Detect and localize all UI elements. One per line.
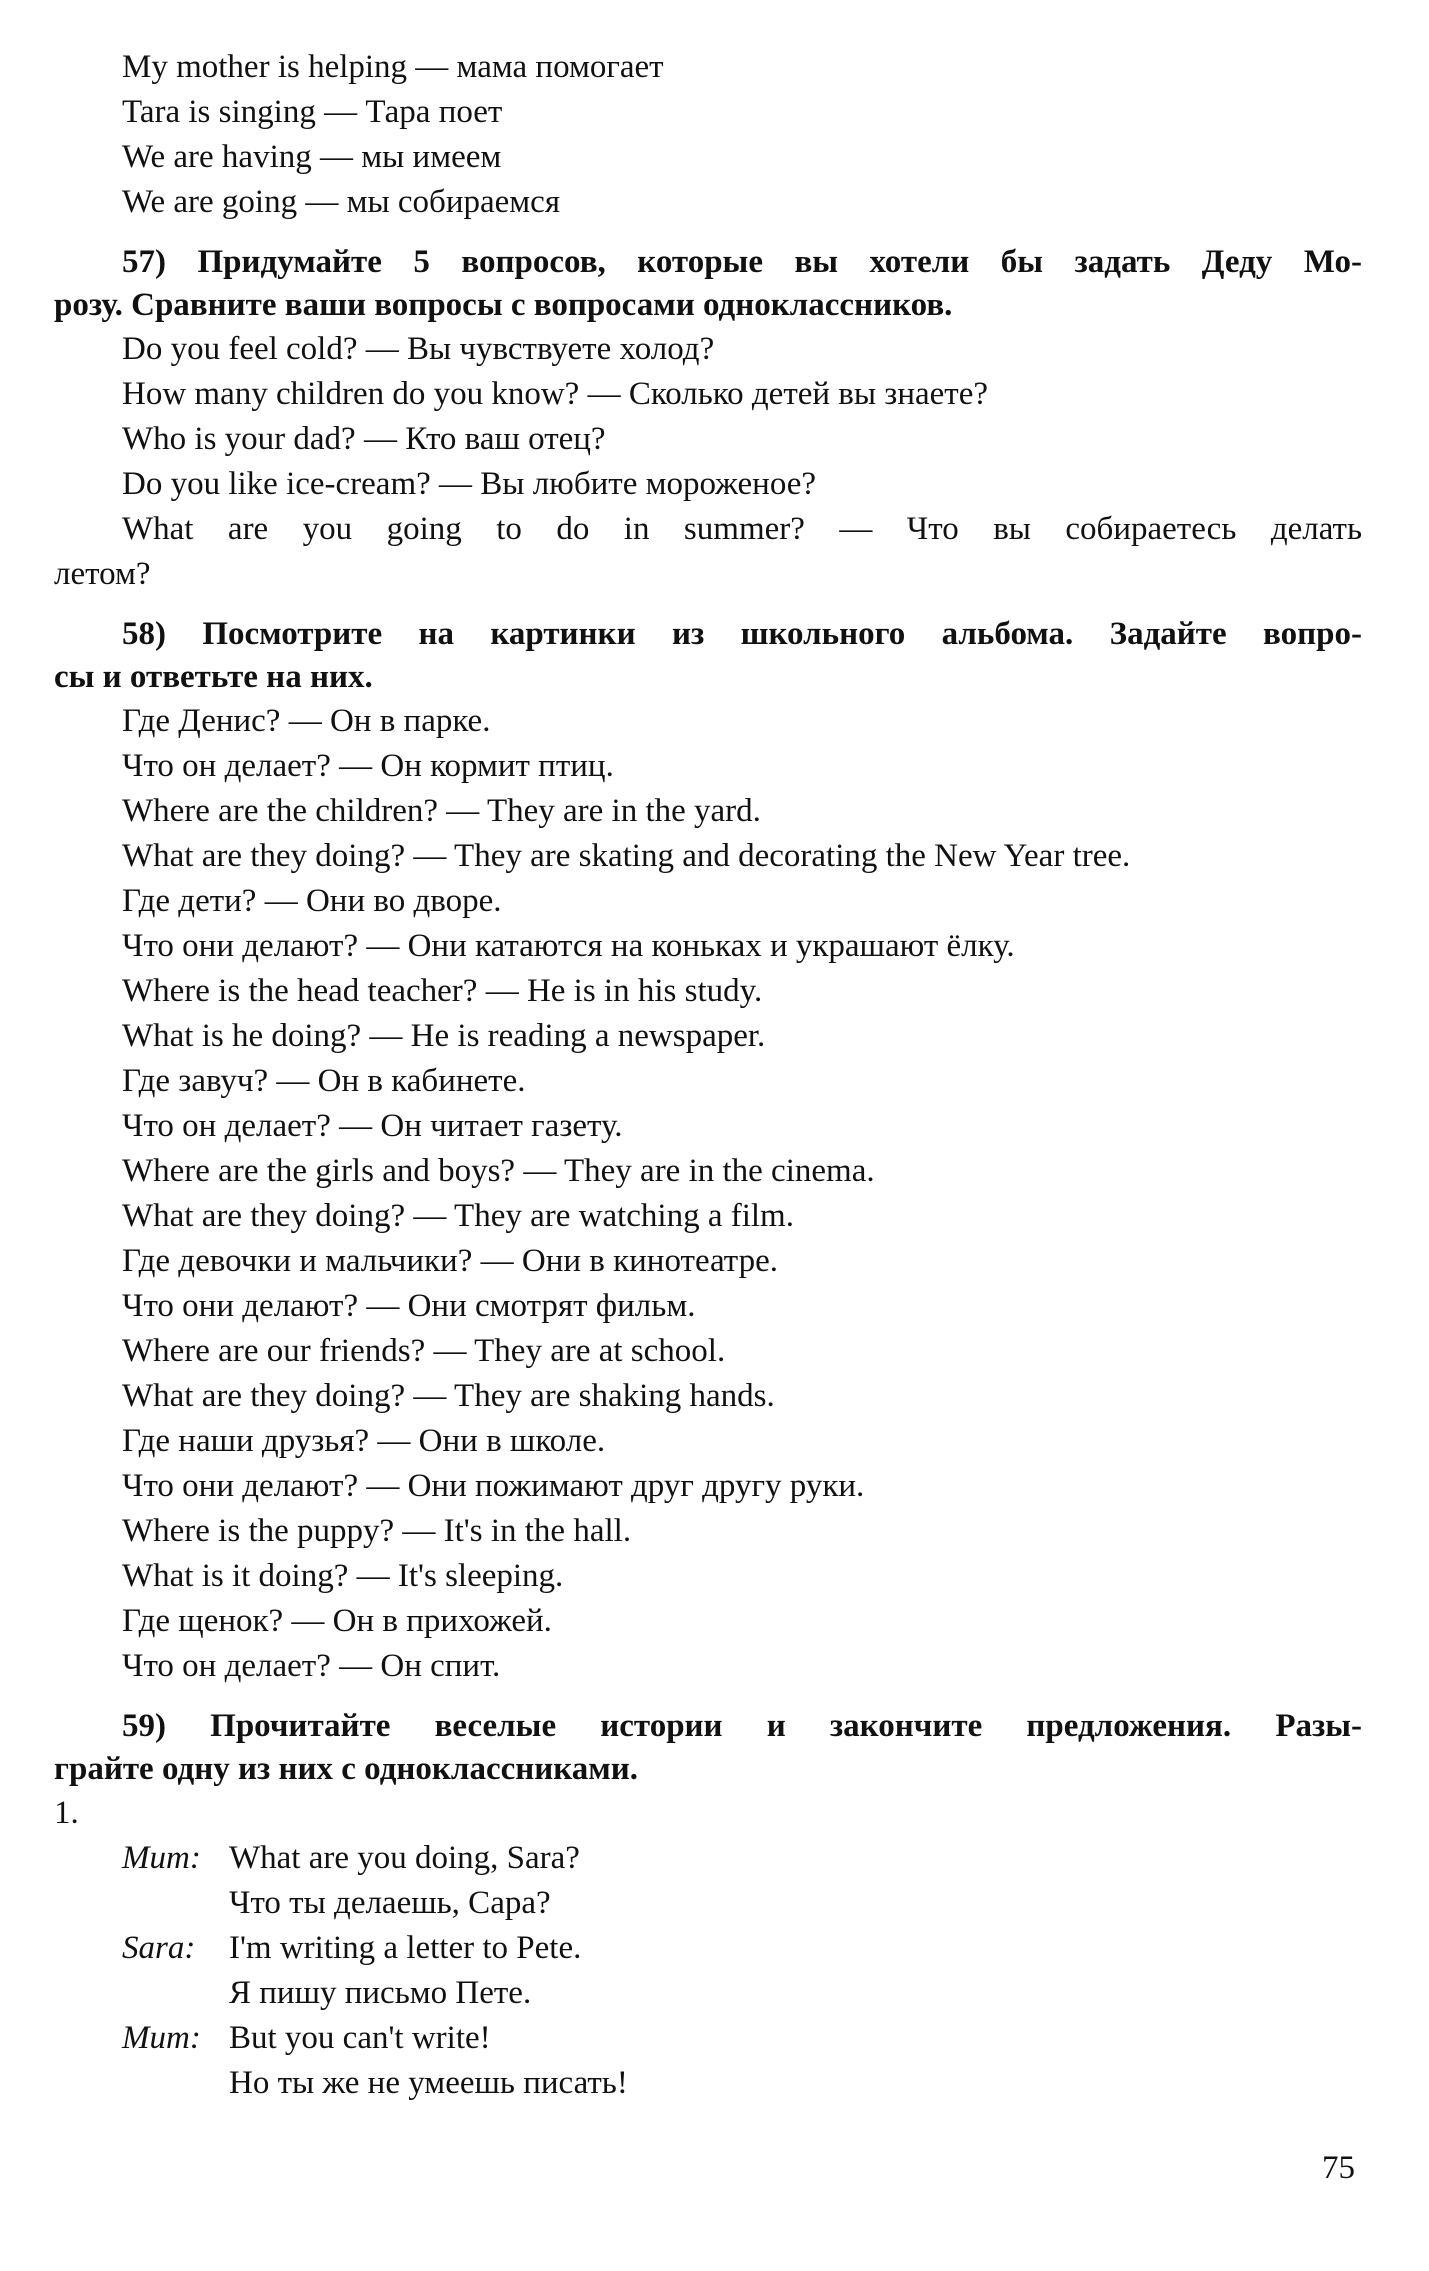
dialogue-russian: Но ты же не умеешь писать! — [229, 2065, 628, 2101]
speaker-name: Mum: — [122, 1840, 201, 1876]
text-line: What is he doing? — He is reading a newspaper. — [122, 1018, 766, 1054]
text-line: My mother is helping — мама помогает — [122, 49, 664, 85]
text-line: Где девочки и мальчики? — Они в кинотеатре. — [122, 1243, 779, 1279]
exercise-heading: 58) Посмотрите на картинки из школьного альбома. Задайте вопро- — [122, 616, 1362, 652]
dialogue-russian: Я пишу письмо Пете. — [229, 1975, 532, 2011]
text-line: What are they doing? — They are watching a film. — [122, 1198, 794, 1234]
exercise-57 — [54, 241, 1362, 597]
text-line: How many children do you know? — Сколько детей вы знаете? — [122, 376, 989, 412]
text-line: Что он делает? — Он спит. — [122, 1648, 501, 1684]
text-line: Что он делает? — Он кормит птиц. — [122, 748, 614, 784]
text-line: Где Денис? — Он в парке. — [122, 703, 491, 739]
text-line: Do you like ice-cream? — Вы любите мороженое? — [122, 466, 817, 502]
exercise-heading: сы и ответьте на них. — [54, 659, 373, 695]
speaker-name: Mum: — [122, 2020, 201, 2056]
text-line: Where is the puppy? — It's in the hall. — [122, 1513, 632, 1549]
dialogue-line — [54, 2016, 1362, 2061]
dialogue-english: But you can't write! — [229, 2020, 491, 2056]
dialogue-translation-line — [54, 1881, 1362, 1926]
text-line: Who is your dad? — Кто ваш отец? — [122, 421, 606, 457]
page-number: 75 — [1322, 2150, 1355, 2186]
text-line: Где наши друзья? — Они в школе. — [122, 1423, 606, 1459]
exercise-heading: 59) Прочитайте веселые истории и закончите предложения. Разы- — [122, 1708, 1362, 1744]
text-line: We are having — мы имеем — [122, 139, 502, 175]
text-line: Где щенок? — Он в прихожей. — [122, 1603, 552, 1639]
text-line: What are they doing? — They are shaking hands. — [122, 1378, 775, 1414]
text-line: летом? — [54, 556, 151, 592]
exercise-59 — [54, 1705, 1362, 2106]
document-page — [54, 45, 1362, 2106]
exercise-heading: розу. Сравните ваши вопросы с вопросами одноклассников. — [54, 287, 953, 323]
text-line: Tara is singing — Тара поет — [122, 94, 503, 130]
dialogue — [54, 1836, 1362, 2106]
text-line: Что они делают? — Они катаются на коньках и украшают ёлку. — [122, 928, 1015, 964]
text-line: Что они делают? — Они смотрят фильм. — [122, 1288, 696, 1324]
text-line: Где завуч? — Он в кабинете. — [122, 1063, 526, 1099]
dialogue-english: I'm writing a letter to Pete. — [229, 1930, 582, 1966]
text-line: Where are our friends? — They are at school. — [122, 1333, 726, 1369]
dialogue-english: What are you doing, Sara? — [229, 1840, 580, 1876]
text-line: Where is the head teacher? — He is in his study. — [122, 973, 763, 1009]
exercise-heading: грайте одну из них с одноклассниками. — [54, 1751, 639, 1787]
qa-lines — [54, 699, 1362, 1689]
dialogue-line — [54, 1926, 1362, 1971]
exercise-58 — [54, 613, 1362, 1689]
text-line: Do you feel cold? — Вы чувствуете холод? — [122, 331, 715, 367]
text-line: We are going — мы собираемся — [122, 184, 561, 220]
dialogue-translation-line — [54, 1971, 1362, 2016]
story-number: 1. — [54, 1795, 79, 1831]
text-line: Where are the girls and boys? — They are in the cinema. — [122, 1153, 875, 1189]
dialogue-line — [54, 1836, 1362, 1881]
text-line: What is it doing? — It's sleeping. — [122, 1558, 564, 1594]
intro-lines — [54, 45, 1362, 225]
text-line: Что они делают? — Они пожимают друг другу руки. — [122, 1468, 865, 1504]
text-line: Where are the children? — They are in the yard. — [122, 793, 761, 829]
text-line: What are they doing? — They are skating and decorating the New Year tree. — [122, 838, 1131, 874]
text-line: What are you going to do in summer? — Что вы собираетесь делать — [122, 511, 1362, 547]
dialogue-russian: Что ты делаешь, Сара? — [229, 1885, 551, 1921]
dialogue-translation-line — [54, 2061, 1362, 2106]
exercise-heading: 57) Придумайте 5 вопросов, которые вы хотели бы задать Деду Мо- — [122, 244, 1362, 280]
text-line: Где дети? — Они во дворе. — [122, 883, 502, 919]
text-line: Что он делает? — Он читает газету. — [122, 1108, 623, 1144]
speaker-name: Sara: — [122, 1930, 196, 1966]
